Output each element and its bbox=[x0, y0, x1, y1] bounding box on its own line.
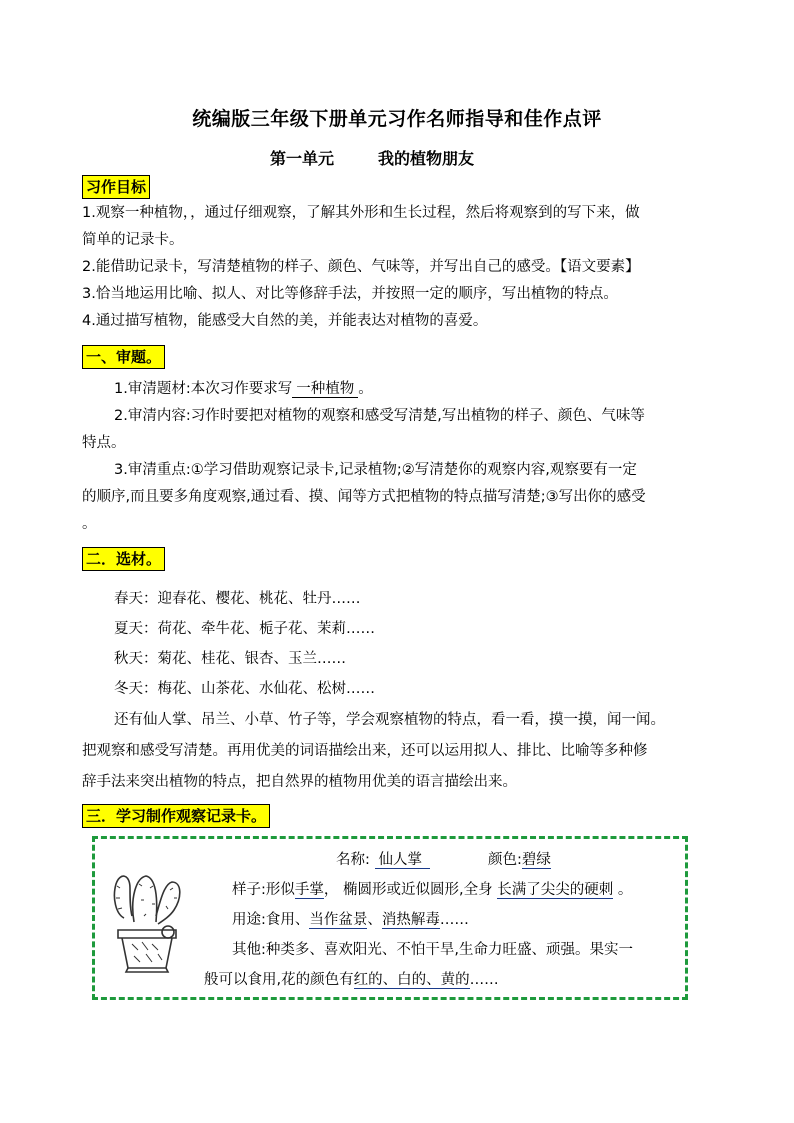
card-other-end: …… bbox=[469, 972, 499, 988]
card-other-sep-1: 、 bbox=[382, 972, 398, 988]
card-color-row bbox=[488, 850, 551, 870]
card-use-value-1: 当作盆景 bbox=[309, 912, 368, 928]
material-paragraph-line-1: 还有仙人掌、吊兰、小草、竹子等，学会观察植物的特点，看一看，摸一摸，闻一闻。 bbox=[114, 712, 665, 728]
material-heading: 二．选材。 bbox=[82, 547, 165, 571]
material-autumn: 秋天：菊花、桂花、银杏、玉兰…… bbox=[114, 651, 346, 667]
card-name-row bbox=[336, 850, 430, 870]
review-item-1-blank: 一种植物 bbox=[292, 381, 358, 398]
review-item-2-cont: 特点。 bbox=[82, 435, 126, 451]
material-summer: 夏天：荷花、牵牛花、栀子花、茉莉…… bbox=[114, 621, 375, 637]
goal-line-1-cont: 简单的记录卡。 bbox=[82, 232, 184, 248]
goal-line-3: 3.恰当地运用比喻、拟人、对比等修辞手法，并按照一定的顺序，写出植物的特点。 bbox=[82, 286, 618, 302]
review-heading: 一、审题。 bbox=[82, 345, 165, 369]
card-shape-label: 样子:形似 bbox=[232, 882, 295, 898]
card-other-prefix: 般可以食用,花的颜色有 bbox=[204, 972, 354, 988]
card-other-line-1: 其他:种类多、喜欢阳光、不怕干旱,生命力旺盛、顽强。果实一 bbox=[232, 942, 633, 958]
goal-line-1: 1.观察一种植物，，通过仔细观察，了解其外形和生长过程，然后将观察到的写下来，做 bbox=[82, 205, 640, 221]
card-use-row bbox=[232, 910, 469, 930]
review-item-2: 2.审清内容:习作时要把对植物的观察和感受写清楚,写出植物的样子、颜色、气味等 bbox=[114, 408, 645, 424]
review-item-3-end: 。 bbox=[82, 516, 97, 532]
card-use-end: …… bbox=[439, 912, 469, 928]
review-item-3-cont: 的顺序,而且要多角度观察,通过看、摸、闻等方式把植物的特点描写清楚;③写出你的感受 bbox=[82, 489, 646, 505]
material-winter: 冬天：梅花、山茶花、水仙花、松树…… bbox=[114, 681, 375, 697]
card-name-label: 名称: bbox=[336, 852, 370, 868]
goal-line-2: 2.能借助记录卡，写清楚植物的样子、颜色、气味等，并写出自己的感受。【语文要素】 bbox=[82, 259, 640, 275]
card-other-line-2 bbox=[204, 970, 499, 990]
card-use-value-2: 消热解毒 bbox=[381, 912, 440, 928]
card-shape-end: 。 bbox=[617, 882, 633, 898]
goal-line-4: 4.通过描写植物，能感受大自然的美，并能表达对植物的喜爱。 bbox=[82, 313, 488, 329]
card-other-value-3: 黄的 bbox=[440, 972, 470, 988]
card-other-value-2: 白的 bbox=[397, 972, 427, 988]
card-shape-mid: ， 椭圆形或近似圆形,全身 bbox=[323, 882, 493, 898]
card-other-value-1: 红的 bbox=[353, 972, 383, 988]
material-spring: 春天：迎春花、樱花、桃花、牡丹…… bbox=[114, 591, 361, 607]
card-color-label: 颜色: bbox=[488, 852, 522, 868]
card-heading: 三．学习制作观察记录卡。 bbox=[82, 804, 270, 828]
card-shape-value-2: 长满了尖尖的硬刺 bbox=[497, 882, 614, 898]
document-title: 统编版三年级下册单元习作名师指导和佳作点评 bbox=[192, 108, 602, 130]
goals-heading: 习作目标 bbox=[82, 175, 150, 199]
card-shape-row bbox=[232, 880, 632, 900]
card-name-value: 仙人掌 bbox=[375, 852, 431, 869]
card-other-sep-2: 、 bbox=[426, 972, 441, 988]
review-item-1-suffix: 。 bbox=[358, 381, 373, 397]
card-use-label: 用途:食用、 bbox=[232, 912, 310, 928]
review-item-1 bbox=[114, 379, 373, 399]
card-color-value: 碧绿 bbox=[521, 852, 551, 868]
unit-subtitle bbox=[270, 146, 474, 169]
card-use-sep: 、 bbox=[367, 912, 382, 928]
review-item-3: 3.审清重点:①学习借助观察记录卡,记录植物;②写清楚你的观察内容,观察要有一定 bbox=[114, 462, 637, 478]
card-shape-value-1: 手掌 bbox=[294, 882, 324, 898]
cactus-pot-illustration bbox=[106, 858, 188, 976]
material-paragraph-line-3: 辞手法来突出植物的特点，把自然界的植物用优美的语言描绘出来。 bbox=[82, 774, 517, 790]
material-paragraph-line-2: 把观察和感受写清楚。再用优美的词语描绘出来，还可以运用拟人、排比、比喻等多种修 bbox=[82, 743, 648, 759]
review-item-1-prefix: 1.审清题材:本次习作要求写 bbox=[114, 381, 293, 397]
topic-label: 我的植物朋友 bbox=[378, 149, 475, 168]
unit-label: 第一单元 bbox=[270, 149, 335, 168]
